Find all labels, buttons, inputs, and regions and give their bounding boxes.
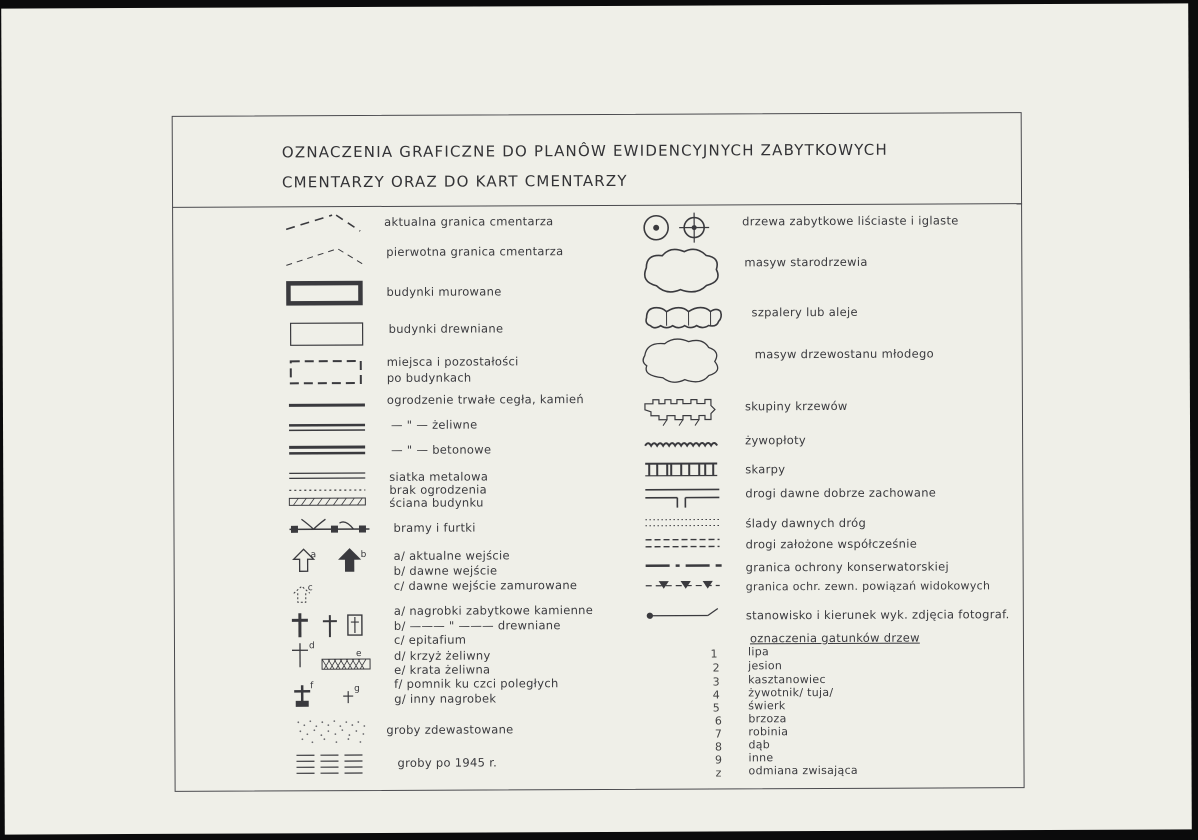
label-tombstones-f: f/ pomnik ku czci poległych [394, 676, 559, 691]
label-cast-iron-fence: — " — żeliwne [390, 417, 478, 432]
metal-mesh-symbol [289, 473, 365, 478]
species-number: 5 [712, 701, 720, 715]
original-boundary-symbol [286, 249, 364, 265]
label-tombstones-b: b/ ——— " ——— drewniane [393, 618, 561, 633]
post-1945-graves-symbol [296, 755, 362, 773]
label-current-boundary: aktualna granica cmentarza [384, 214, 554, 229]
species-name: brzoza [748, 712, 787, 726]
species-header: oznaczenia gatunków drzew [749, 630, 920, 646]
label-photo-position: stanowisko i kierunek wyk. zdjęcia fotograf. [745, 607, 1010, 623]
species-number: 4 [712, 688, 720, 702]
label-masonry-fence: ogrodzenie trwałe cegła, kamień [386, 392, 585, 407]
slopes-symbol [645, 463, 717, 475]
species-name: inne [748, 751, 774, 765]
species-number: 1 [710, 647, 718, 661]
gates-symbol [289, 519, 369, 532]
label-slopes: skarpy [745, 462, 786, 477]
label-tombstones-d: d/ krzyż żeliwny [394, 648, 491, 663]
species-name: odmiana zwisająca [748, 763, 858, 778]
label-heritage-trees: drzewa zabytkowe liściaste i iglaste [742, 213, 959, 229]
label-post-1945-graves: groby po 1945 r. [397, 755, 498, 770]
species-name: dąb [748, 738, 771, 752]
right-symbols [632, 205, 734, 625]
species-name: żywotnik/ tuja/ [748, 685, 834, 700]
young-stand-mass-symbol [643, 339, 718, 382]
new-roads-symbol [646, 539, 720, 546]
legend-sheet [1, 3, 1192, 834]
label-old-stand-mass: masyw starodrzewia [744, 254, 868, 270]
species-name: świerk [748, 699, 786, 713]
label-road-traces: ślady dawnych dróg [745, 515, 867, 531]
symbol-letter-b: b [360, 550, 367, 561]
species-name: jesion [748, 659, 783, 673]
current-boundary-symbol [286, 215, 360, 231]
label-tombstones-c: c/ epitafium [393, 632, 467, 647]
label-conservation-boundary: granica ochrony konserwatorskiej [745, 559, 949, 575]
label-brick-buildings: budynki murowane [386, 284, 502, 299]
symbol-letter-d: d [308, 641, 316, 652]
species-number: z [715, 766, 722, 780]
label-remains-line2: po budynkach [386, 370, 472, 385]
building-remains-symbol [291, 361, 361, 383]
label-metal-mesh: siatka metalowa [389, 469, 489, 484]
symbol-letter-f: f [310, 681, 314, 692]
species-number: 6 [714, 714, 722, 728]
species-number: 8 [714, 740, 722, 754]
label-remains-line1: miejsca i pozostałości [386, 354, 519, 369]
label-no-fence: brak ogrodzenia [389, 482, 488, 497]
building-wall-symbol [289, 498, 365, 505]
cast-iron-fence-symbol [289, 425, 365, 430]
wooden-building-symbol [291, 323, 363, 345]
symbol-letter-a: a [310, 550, 317, 561]
label-concrete-fence: — " — betonowe [391, 442, 492, 457]
concrete-fence-symbol [289, 447, 365, 453]
label-entrance-c: c/ dawne wejście zamurowane [393, 578, 578, 593]
left-symbols [272, 207, 385, 797]
label-building-wall: ściana budynku [389, 495, 484, 510]
label-view-boundary: granica ochr. zewn. powiązań widokowych [745, 579, 991, 594]
old-roads-symbol [645, 489, 719, 507]
photo-position-symbol [647, 608, 718, 618]
view-boundary-symbol [646, 581, 720, 587]
label-tombstones-a: a/ nagrobki zabytkowe kamienne [393, 603, 594, 618]
road-traces-symbol [645, 519, 719, 525]
entrance-arrows-symbol [294, 549, 360, 602]
species-name: lipa [747, 645, 770, 659]
label-old-roads: drogi dawne dobrze zachowane [745, 485, 937, 501]
hedges-symbol [645, 443, 717, 446]
legend-title-line2: CMENTARZY ORAZ DO KART CMENTARZY [281, 171, 628, 192]
old-stand-mass-symbol [645, 249, 718, 292]
label-tombstones-g: g/ inny nagrobek [394, 691, 497, 706]
label-shrub-groups: skupiny krzewów [744, 398, 848, 414]
label-tree-rows: szpalery lub aleje [751, 304, 858, 320]
legend-title-line1: OZNACZENIA GRAFICZNE DO PLANÔW EWIDENCYJNYCH ZABYTKOWYCH [281, 140, 888, 162]
devastated-graves-symbol [297, 720, 365, 743]
label-entrance-b: b/ dawne wejście [393, 563, 498, 578]
tree-rows-symbol [646, 307, 721, 327]
label-devastated-graves: groby zdewastowane [386, 722, 514, 737]
label-original-boundary: pierwotna granica cmentarza [386, 244, 564, 259]
symbol-letter-e: e [356, 649, 362, 660]
species-name: kasztanowiec [748, 673, 826, 687]
symbol-letter-c: c [307, 583, 314, 594]
label-gates: bramy i furtki [393, 520, 476, 535]
label-wooden-buildings: budynki drewniane [388, 321, 504, 336]
species-number: 7 [714, 727, 722, 741]
label-young-stand-mass: masyw drzewostanu młodego [754, 346, 934, 362]
label-tombstones-e: e/ krata żeliwna [394, 662, 491, 677]
brick-building-symbol [288, 283, 360, 303]
deciduous-tree-symbol [644, 216, 668, 240]
conifer-tree-symbol [679, 213, 709, 243]
species-name: robinia [748, 725, 789, 739]
label-entrance-a: a/ aktualne wejście [393, 548, 510, 563]
symbol-letter-g: g [354, 684, 361, 695]
label-new-roads: drogi założone współcześnie [745, 536, 918, 552]
shrub-groups-symbol [645, 399, 715, 425]
species-number: 2 [712, 661, 720, 675]
species-number: 3 [712, 675, 720, 689]
species-number: 9 [714, 753, 723, 767]
label-hedges: żywopłoty [745, 433, 807, 448]
